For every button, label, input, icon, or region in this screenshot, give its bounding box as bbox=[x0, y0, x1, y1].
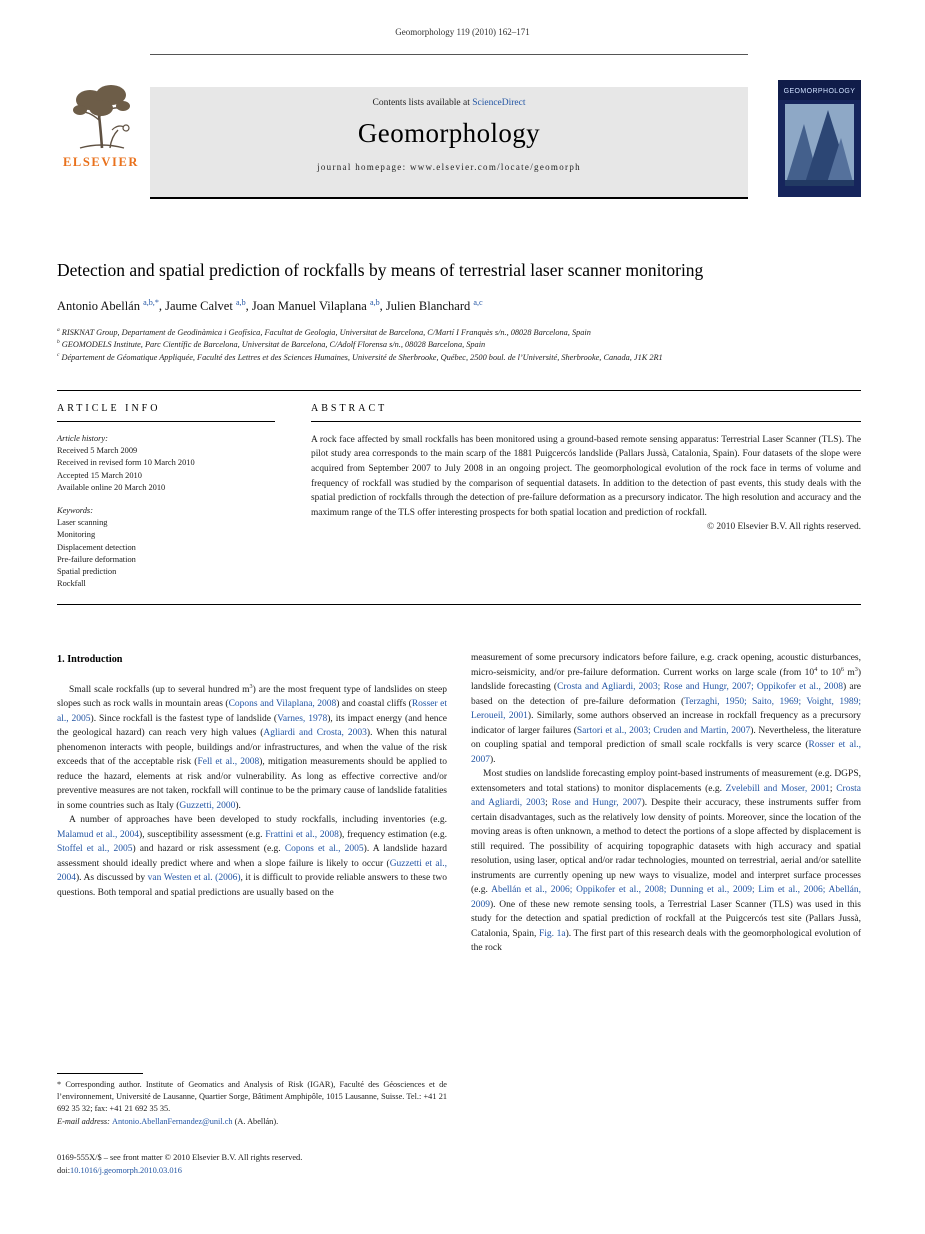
paragraph: Small scale rockfalls (up to several hundred $m^3$) are the most frequent type of landslides on steep slopes such as rock walls in mountain areas (Copons and Vilaplana, 2008) and coastal cliffs (Rosser et al., 2005). Since rockfall is the fastest type of landslide (Varnes, 1978), its impact energy (and hence the geological hazard) can reach very high values (Agliardi and Crosta, 2003). When this natural phenomenon interacts with people, buildings and/or infrastructures, and when the value of the risk exceeds that of the acceptable risk (Fell et al., 2008), mitigation measurements should be applied to reduce the hazard, elements at risk and/or vulnerability. As long as effective corrective and/or preventive measures are not taken, rockfall will continue to be the primary cause of landslide fatalities in some countries such as Italy (Guzzetti, 2000). bbox=[57, 683, 447, 811]
masthead-bottom-rule bbox=[150, 197, 748, 199]
history-online: Available online 20 March 2010 bbox=[57, 482, 166, 492]
body-left-column bbox=[57, 651, 447, 956]
inline-link[interactable]: Malamud et al., 2004 bbox=[57, 829, 140, 840]
issn-copyright-line: 0169-555X/$ – see front matter © 2010 Elsevier B.V. All rights reserved. bbox=[57, 1153, 303, 1163]
inline-link[interactable]: Crosta and Agliardi, 2003 bbox=[471, 783, 862, 809]
inline-link[interactable]: Guzzetti et al., 2004 bbox=[57, 858, 448, 884]
journal-cover-image bbox=[778, 80, 861, 197]
inline-link[interactable]: Rosser et al., 2005 bbox=[57, 699, 447, 724]
inline-link[interactable]: Stoffel et al., 2005 bbox=[57, 844, 133, 855]
abstract-panel bbox=[311, 403, 861, 590]
inline-link[interactable]: Rose and Hungr, 2007 bbox=[551, 798, 642, 809]
doi-line: doi:10.1016/j.geomorph.2010.03.016 bbox=[57, 1165, 182, 1175]
imprint-block bbox=[57, 1152, 302, 1177]
elsevier-tree-icon bbox=[68, 82, 134, 154]
keyword: Monitoring bbox=[57, 530, 96, 540]
inline-link[interactable]: Fig. 1a bbox=[538, 928, 566, 939]
inline-link[interactable]: van Westen et al. (2006) bbox=[147, 873, 241, 884]
elsevier-logo bbox=[57, 82, 145, 197]
inline-link[interactable]: a,c bbox=[473, 297, 483, 307]
keyword: Spatial prediction bbox=[57, 566, 117, 576]
inline-link[interactable]: Varnes, 1978 bbox=[277, 713, 328, 724]
inline-link[interactable]: Copons and Vilaplana, 2008 bbox=[228, 699, 337, 710]
footnote-text: * Corresponding author. Institute of Geomatics and Analysis of Risk (IGAR), Faculté des Géosciences et de l’environnement, Université de Lausanne, Quartier Sorge, Bâtiment Amphipôle, 1015 Lausanne, Suisse. Tel.: +41 21 692 35 32; fax: +41 21 692 35 35. bbox=[57, 1080, 447, 1114]
history-accepted: Accepted 15 March 2010 bbox=[57, 470, 142, 480]
section-heading-introduction: 1. Introduction bbox=[57, 654, 123, 666]
inline-link[interactable]: a,b,* bbox=[143, 297, 159, 307]
footnote-rule bbox=[57, 1073, 143, 1074]
keyword: Pre-failure deformation bbox=[57, 554, 136, 564]
journal-title: Geomorphology bbox=[357, 118, 541, 148]
keyword: Rockfall bbox=[57, 579, 86, 589]
abstract-heading: ABSTRACT bbox=[311, 403, 861, 422]
inline-link[interactable]: Antonio.AbellanFernandez@unil.ch bbox=[112, 1117, 233, 1127]
contents-prefix: Contents lists available at bbox=[372, 98, 473, 108]
inline-link[interactable]: Guzzetti, 2000 bbox=[179, 800, 236, 811]
inline-link[interactable]: Fell et al., 2008 bbox=[197, 757, 260, 768]
svg-text:GEOMORPHOLOGY: GEOMORPHOLOGY bbox=[783, 88, 856, 95]
body-right-column bbox=[471, 651, 861, 956]
inline-link[interactable]: Rosser et al., 2007 bbox=[471, 740, 861, 765]
corresponding-author-footnote bbox=[57, 1073, 447, 1128]
journal-cover bbox=[778, 80, 861, 197]
inline-link[interactable]: a,b bbox=[369, 297, 380, 307]
affiliation-a: $^a$ RISKNAT Group, Departament de Geodinàmica i Geofísica, Facultat de Geologia, Universitat de Barcelona, C/Martí I Franquès s/n., 08028 Barcelona, Spain bbox=[57, 327, 591, 337]
paragraph: A number of approaches have been developed to study rockfalls, including inventories (e.g. Malamud et al., 2004), susceptibility assessment (e.g. Frattini et al., 2008), frequency estimation (e.g. Stoffel et al., 2005) and hazard or risk assessment (e.g. Copons et al., 2005). A landslide hazard assessment should ideally predict where and when a slope failure is likely to occur (Guzzetti et al., 2004). As discussed by van Westen et al. (2006), it is difficult to provide reliable answers to these two questions. Both temporal and spatial predictions are usually based on the bbox=[57, 815, 448, 898]
inline-link[interactable]: Terzaghi, 1950; Saito, 1969; Voight, 1989; Leroueil, 2001 bbox=[471, 696, 861, 722]
article-body bbox=[57, 651, 861, 956]
history-revised: Received in revised form 10 March 2010 bbox=[57, 458, 195, 468]
author-line: Antonio Abellán $^{a,b,*}$, Jaume Calvet $^{a,b}$, Joan Manuel Vilaplana $^{a,b}$, Julien Blanchard $^{a,c}$ bbox=[57, 297, 483, 313]
affiliations bbox=[57, 327, 861, 364]
abstract-copyright: © 2010 Elsevier B.V. All rights reserved. bbox=[706, 522, 861, 533]
inline-link[interactable]: Frattini et al., 2008 bbox=[265, 829, 339, 840]
inline-link[interactable]: Crosta and Agliardi, 2003; Rose and Hungr, 2007; Oppikofer et al., 2008 bbox=[557, 682, 844, 693]
contents-line bbox=[150, 98, 748, 108]
article-title: Detection and spatial prediction of rockfalls by means of terrestrial laser scanner monitoring bbox=[57, 260, 704, 280]
paragraph: Most studies on landslide forecasting employ point-based instruments of measurement (e.g. DGPS, extensometers and total stations) to monitor displacements (e.g. Zvelebill and Moser, 2001; Crosta and Agliardi, 2003; Rose and Hungr, 2007). Despite their accuracy, these instruments suffer from certain disadvantages, such as the relatively low density of points. Moreover, since the location of the moving areas is often unknown, a method to detect the portions of a slope affected by displacement is still required. The possibility of acquiring topographic datasets with high accuracy and spatial resolution, using laser, optical and/or radar technologies, mounted on terrestrial, aerial and/or satellite instruments are currently opening up new ways to visualize, model and interpret surface processes (e.g. Abellán et al., 2006; Oppikofer et al., 2008; Dunning et al., 2009; Lim et al., 2006; Abellán, 2009). One of these new remote sensing tools, a Terrestrial Laser Scanner (TLS) was used in this study for the detection and spatial prediction of rockfall at the Puigcercós test site (Pallars Jussà, Catalonia, Spain, Fig. 1a). The first part of this research deals with the geomorphological evolution of the rock bbox=[471, 769, 862, 954]
keywords-label: Keywords: bbox=[57, 505, 93, 515]
article-history-label: Article history: bbox=[57, 433, 108, 443]
abstract-text: A rock face affected by small rockfalls has been monitored using a ground-based remote sensing apparatus: Terrestrial Laser Scanner (TLS). The pilot study area corresponds to the main scarp of the 1881 Puigcercós landslide (Pallars Jussà, Catalonia, Spain). Four datasets of the slope were acquired from September 2007 to July 2008 in an ongoing project. The geomorphological evolution of the rock face in terms of volume and frequency of rockfall was studied by the comparison of sequential datasets. In addition to the detection of past events, this study deals with the spatial prediction of rockfalls through the detection of pre-failure deformation as a precursory indicator. The high resolution and accuracy and the maximum range of the TLS offer interesting prospects for both spatial location and prediction of rockfall. bbox=[311, 434, 861, 518]
article-info-panel bbox=[57, 403, 275, 590]
affiliation-b: $^b$ GEOMODELS Institute, Parc Científic de Barcelona, Universitat de Barcelona, C/Adolf Florensa s/n., 08028 Barcelona, Spain bbox=[57, 339, 486, 350]
keyword: Laser scanning bbox=[57, 518, 108, 528]
inline-link[interactable]: Agliardi and Crosta, 2003 bbox=[263, 728, 367, 739]
info-abstract-region bbox=[57, 391, 861, 605]
journal-masthead bbox=[57, 54, 861, 200]
masthead-top-rule bbox=[150, 54, 748, 55]
inline-link[interactable]: Sartori et al., 2003; Cruden and Martin, 2007 bbox=[576, 725, 751, 736]
paragraph: measurement of some precursory indicators before failure, e.g. crack opening, acoustic disturbances, micro-seismicity, and/or pre-failure deformation. Current works on large scale (from $10^4$ to $10^6$ $m^3$) landslide forecasting (Crosta and Agliardi, 2003; Rose and Hungr, 2007; Oppikofer et al., 2008) are based on the detection of pre-failure deformation (Terzaghi, 1950; Saito, 1969; Voight, 1989; Leroueil, 2001). Similarly, some authors observed an increase in rockfall frequency as a precursory indicator of larger failures (Sartori et al., 2003; Cruden and Martin, 2007). Nevertheless, the literature on coupling spatial and temporal prediction of small scale rockfalls is very scarce (Rosser et al., 2007). bbox=[471, 653, 862, 765]
history-received: Received 5 March 2009 bbox=[57, 446, 138, 456]
journal-banner bbox=[150, 87, 748, 197]
affiliation-c: $^c$ Département de Géomatique Appliquée, Faculté des Lettres et des Sciences Humaines, Université de Sherbrooke, Québec, 2500 boul. de l’Université, Sherbrooke, Canada, J1K 2R1 bbox=[57, 351, 663, 362]
footnote-email-line: E-mail address: Antonio.AbellanFernandez@unil.ch (A. Abellán). bbox=[57, 1117, 279, 1127]
sciencedirect-link[interactable]: ScienceDirect bbox=[472, 98, 526, 108]
article-info-heading: ARTICLE INFO bbox=[57, 403, 275, 422]
inline-link[interactable]: a,b bbox=[235, 297, 246, 307]
elsevier-wordmark: ELSEVIER bbox=[62, 155, 140, 169]
journal-homepage-link[interactable]: journal homepage: www.elsevier.com/locate/geomorph bbox=[317, 162, 581, 172]
keyword: Displacement detection bbox=[57, 542, 136, 552]
inline-link[interactable]: Zvelebill and Moser, 2001 bbox=[725, 783, 830, 794]
inline-link[interactable]: 10.1016/j.geomorph.2010.03.016 bbox=[70, 1165, 182, 1175]
running-head-citation: Geomorphology 119 (2010) 162–171 bbox=[395, 27, 530, 37]
inline-link[interactable]: Copons et al., 2005 bbox=[284, 844, 364, 855]
inline-link[interactable]: Abellán et al., 2006; Oppikofer et al., 2008; Dunning et al., 2009; Lim et al., 2006; Abellán, 2009 bbox=[471, 885, 862, 910]
